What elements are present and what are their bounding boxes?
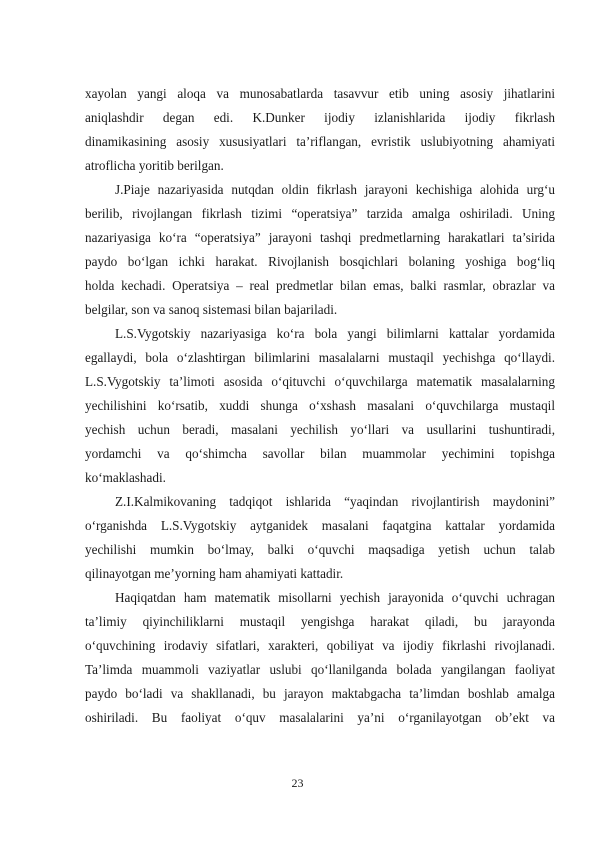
- text-line: ko‘maklashadi.: [85, 470, 166, 485]
- text-line: xayolan yangi aloqa va munosabatlarda tasavvur etib uning asosiy jihatlarini: [85, 86, 555, 101]
- text-line: qilinayotgan me’yorning ham ahamiyati kattadir.: [85, 566, 344, 581]
- paragraph: [85, 586, 555, 730]
- text-line: oshiriladi. Bu faoliyat o‘quv masalalarini ya’ni o‘rganilayotgan ob’ekt va: [85, 710, 555, 725]
- text-line: J.Piaje nazariyasida nutqdan oldin fikrlash jarayoni kechishiga alohida urg‘u: [115, 182, 555, 197]
- text-line: paydo bo‘ladi va shakllanadi, bu jarayon maktabgacha ta’limdan boshlab amalga: [85, 686, 555, 701]
- text-line: Z.I.Kalmikovaning tadqiqot ishlarida “yaqindan rivojlantirish maydonini”: [115, 494, 555, 509]
- paragraph: [85, 322, 555, 490]
- text-line: aniqlashdir degan edi. K.Dunker ijodiy izlanishlarida ijodiy fikrlash: [85, 110, 555, 125]
- text-line: L.S.Vygotskiy ta’limoti asosida o‘qituvchi o‘quvchilarga matematik masalalarning: [85, 374, 555, 389]
- paragraph: [85, 82, 555, 178]
- text-line: Ta’limda muammoli vaziyatlar uslubi qo‘llanilganda bolada yangilangan faoliyat: [85, 662, 555, 677]
- text-line: berilib, rivojlangan fikrlash tizimi “operatsiya” tarzida amalga oshiriladi. Uning: [85, 206, 555, 221]
- text-line: ta’limiy qiyinchiliklarni mustaqil yengishga harakat qiladi, bu jarayonda: [85, 614, 555, 629]
- text-line: yordamchi va qo‘shimcha savollar bilan muammolar yechimini topishga: [85, 446, 555, 461]
- text-line: yechilishi mumkin bo‘lmay, balki o‘quvchi maqsadiga yetish uchun talab: [85, 542, 555, 557]
- text-line: dinamikasining asosiy xususiyatlari ta’riflangan, evristik uslubiyotning ahamiyati: [85, 134, 555, 149]
- text-line: nazariyasiga ko‘ra “operatsiya” jarayoni tashqi predmetlarning harakatlari ta’sirida: [85, 230, 555, 245]
- page-number: 23: [291, 776, 304, 790]
- text-line: atroflicha yoritib berilgan.: [85, 158, 224, 173]
- text-line: belgilar, son va sanoq sistemasi bilan bajariladi.: [85, 302, 338, 317]
- paragraph: [85, 178, 555, 322]
- text-line: holda kechadi. Operatsiya – real predmetlar bilan emas, balki rasmlar, obrazlar va: [85, 278, 555, 293]
- text-line: o‘quvchining irodaviy sifatlari, xarakteri, qobiliyat va ijodiy fikrlashi rivojlanadi.: [85, 638, 555, 653]
- text-line: yechilishini ko‘rsatib, xuddi shunga o‘xshash masalani o‘quvchilarga mustaqil: [85, 398, 555, 413]
- paragraph: [85, 490, 555, 586]
- text-line: paydo bo‘lgan ichki harakat. Rivojlanish bosqichlari bolaning yoshiga bog‘liq: [85, 254, 555, 269]
- text-line: Haqiqatdan ham matematik misollarni yechish jarayonida o‘quvchi uchragan: [115, 590, 555, 605]
- text-line: L.S.Vygotskiy nazariyasiga ko‘ra bola yangi bilimlarni kattalar yordamida: [115, 326, 555, 341]
- text-line: egallaydi, bola o‘zlashtirgan bilimlarini masalalarni mustaqil yechishga qo‘llaydi.: [85, 350, 555, 365]
- text-body: [85, 82, 555, 730]
- text-line: o‘rganishda L.S.Vygotskiy aytganidek masalani faqatgina kattalar yordamida: [85, 518, 555, 533]
- text-line: yechish uchun beradi, masalani yechilish yo‘llari va usullarini tushuntiradi,: [85, 422, 555, 437]
